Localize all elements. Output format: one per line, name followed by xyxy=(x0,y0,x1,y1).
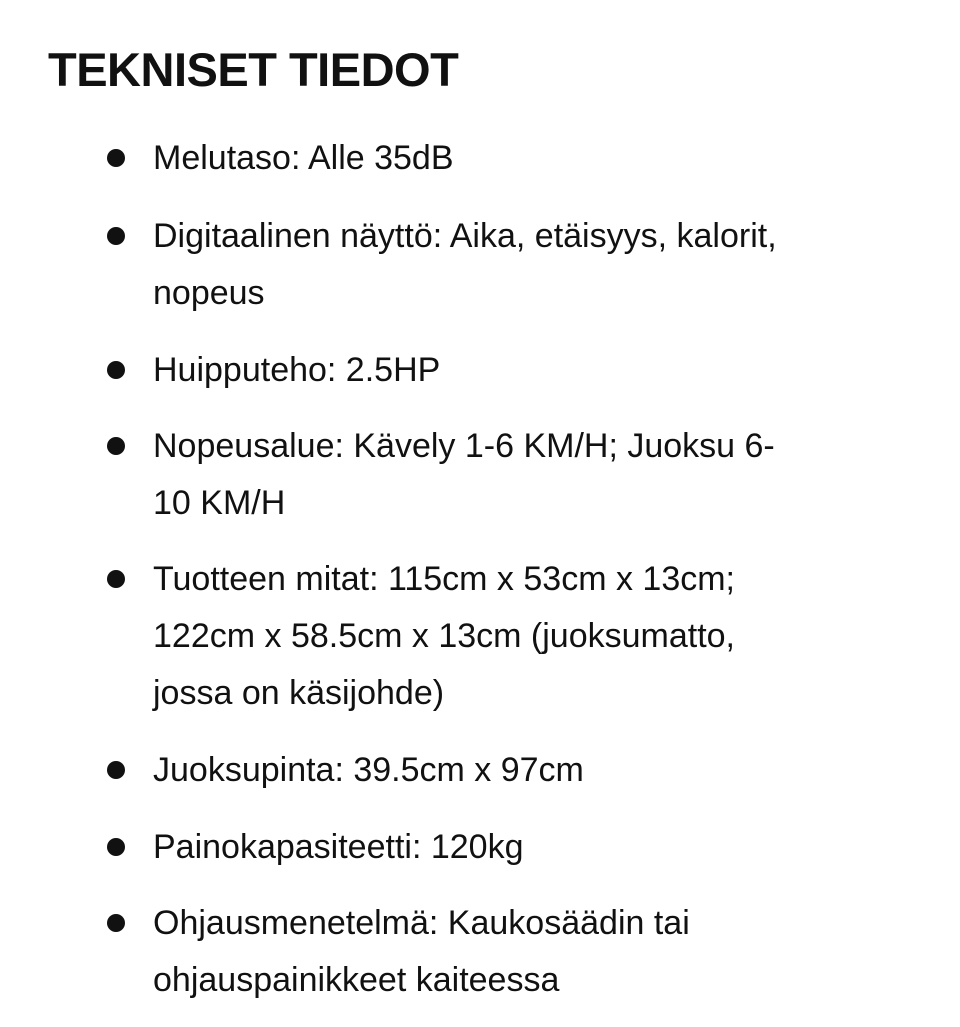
bullet-icon xyxy=(107,227,125,245)
bullet-icon xyxy=(107,437,125,455)
spec-text: Painokapasiteetti: 120kg xyxy=(153,828,524,866)
spec-text: Melutaso: Alle 35dB xyxy=(153,139,454,177)
bullet-icon xyxy=(107,838,125,856)
spec-text: Digitaalinen näyttö: Aika, etäisyys, kalorit, nopeus xyxy=(153,217,777,312)
spec-text: Nopeusalue: Kävely 1-6 KM/H; Juoksu 6- 10 KM/H xyxy=(153,427,775,522)
bullet-icon xyxy=(107,570,125,588)
spec-text: Ohjausmenetelmä: Kaukosäädin tai ohjauspainikkeet kaiteessa xyxy=(153,904,690,999)
bullet-icon xyxy=(107,761,125,779)
spec-text: Huipputeho: 2.5HP xyxy=(153,351,441,389)
bullet-icon xyxy=(107,914,125,932)
page-title: TEKNISET TIEDOT xyxy=(48,43,459,96)
bullet-icon xyxy=(107,361,125,379)
spec-text: Tuotteen mitat: 115cm x 53cm x 13cm; 122cm x 58.5cm x 13cm (juoksumatto, jossa on käsijohde) xyxy=(153,560,736,712)
bullet-icon xyxy=(107,149,125,167)
spec-text: Juoksupinta: 39.5cm x 97cm xyxy=(153,751,584,789)
